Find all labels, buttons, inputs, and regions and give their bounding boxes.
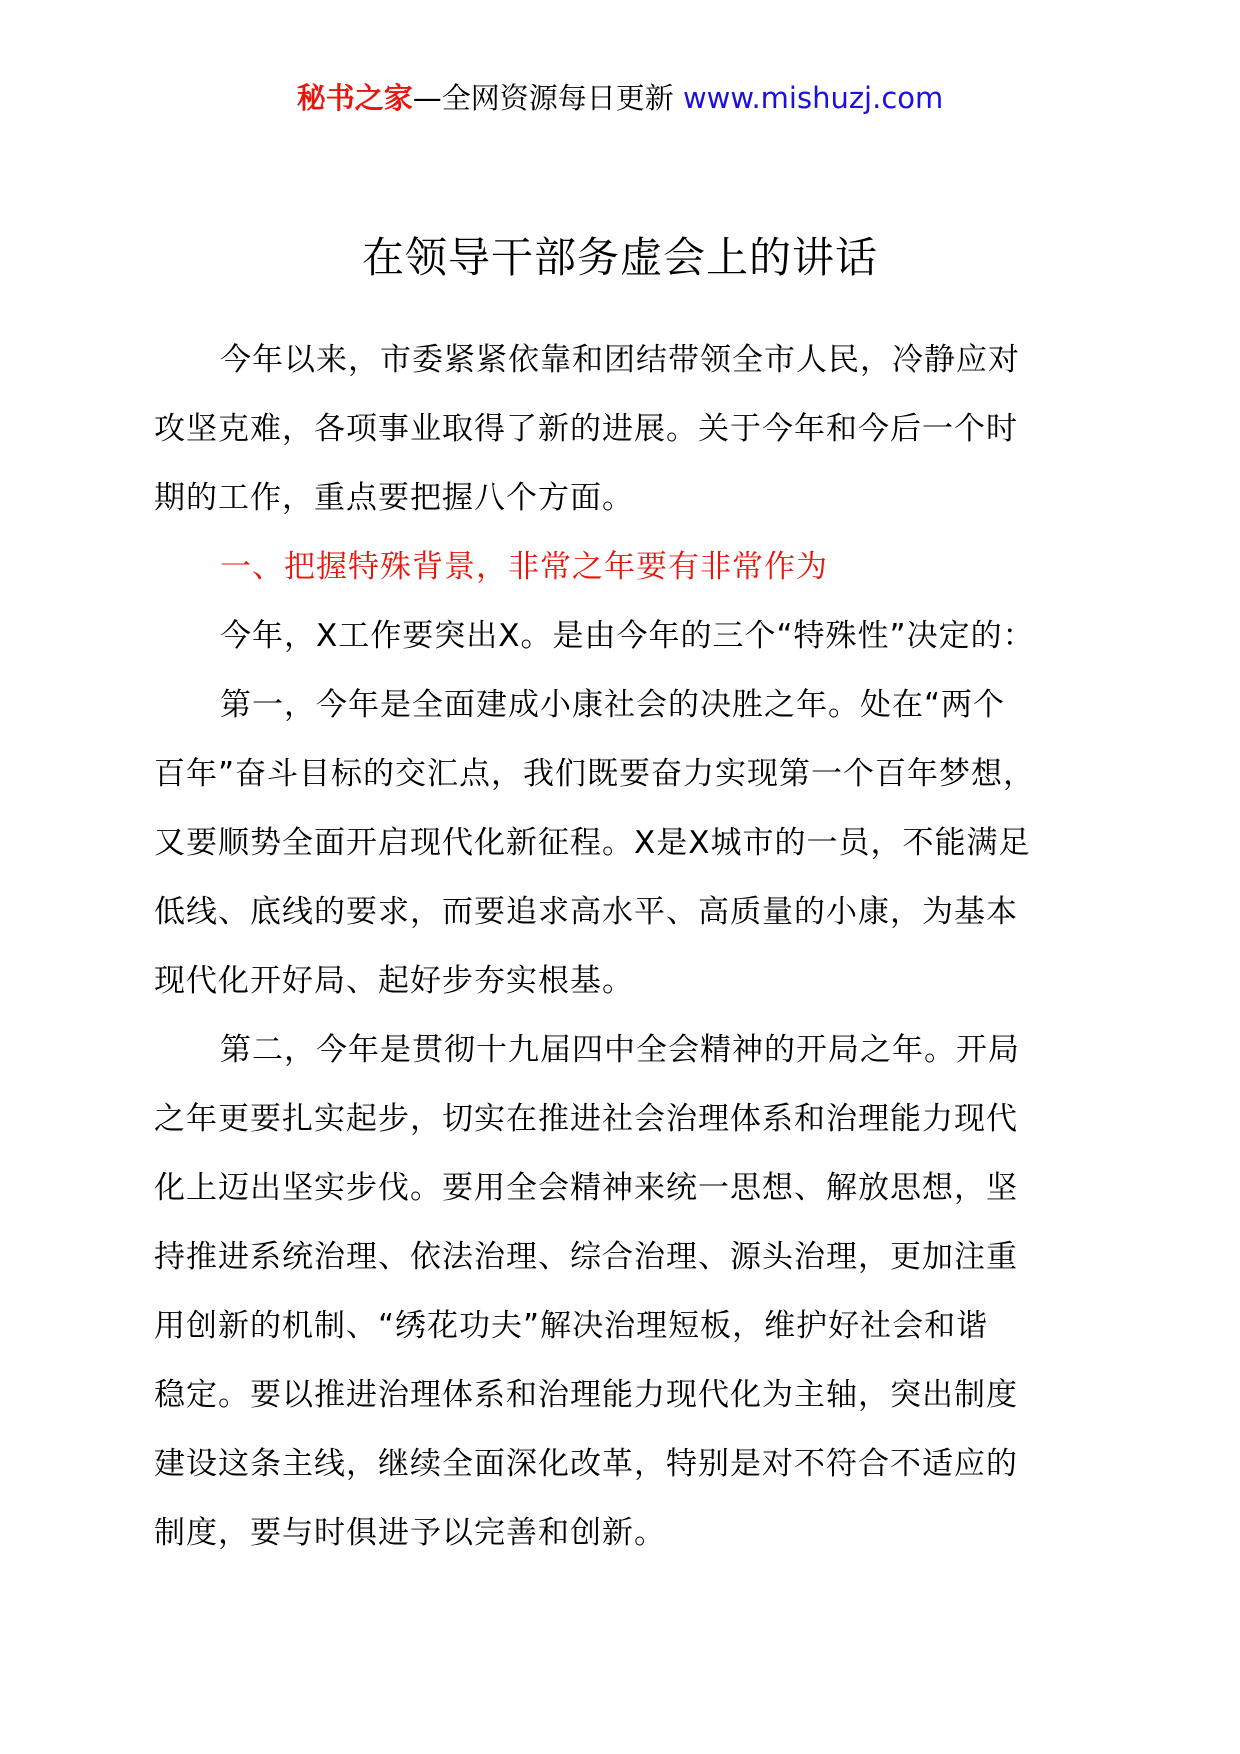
text-line: 今年以来，市委紧紧依靠和团结带领全市人民，冷静应对 — [220, 342, 1020, 378]
paragraph-first-point — [154, 671, 1104, 1016]
text-line: 化上迈出坚实步伐。要用全会精神来统一思想、解放思想，坚 — [154, 1170, 1018, 1206]
site-url-link[interactable]: www.mishuzj.com — [682, 81, 944, 115]
text-line: 攻坚克难，各项事业取得了新的进展。关于今年和今后一个时 — [154, 411, 1018, 447]
site-header — [0, 78, 1240, 118]
text-line: 又要顺势全面开启现代化新征程。X是X城市的一员，不能满足 — [154, 825, 1031, 861]
text-line: 制度，要与时俱进予以完善和创新。 — [154, 1515, 666, 1551]
text-line: 低线、底线的要求，而要追求高水平、高质量的小康，为基本 — [154, 894, 1018, 930]
text-line: 第一，今年是全面建成小康社会的决胜之年。处在“两个 — [220, 687, 1006, 723]
text-line: 用创新的机制、“绣花功夫”解决治理短板，维护好社会和谐 — [154, 1308, 989, 1344]
text-line: 今年，X工作要突出X。是由今年的三个“特殊性”决定的： — [220, 618, 1035, 654]
header-tagline: —全网资源每日更新 — [412, 81, 674, 115]
section-heading-1 — [154, 533, 1104, 602]
text-line: 第二，今年是贯彻十九届四中全会精神的开局之年。开局 — [220, 1032, 1020, 1068]
document-title: 在领导干部务虚会上的讲话 — [361, 233, 878, 282]
brand-name: 秘书之家 — [296, 81, 413, 115]
text-line: 现代化开好局、起好步夯实根基。 — [154, 963, 634, 999]
section-heading-text: 一、把握特殊背景，非常之年要有非常作为 — [220, 549, 828, 585]
text-line: 之年更要扎实起步，切实在推进社会治理体系和治理能力现代 — [154, 1101, 1018, 1137]
paragraph-three-particularities — [154, 602, 1104, 671]
paragraph-second-point — [154, 1016, 1104, 1568]
text-line: 建设这条主线，继续全面深化改革，特别是对不符合不适应的 — [154, 1446, 1018, 1482]
text-line: 百年”奋斗目标的交汇点，我们既要奋力实现第一个百年梦想， — [154, 756, 1036, 792]
document-body — [154, 326, 1104, 1568]
text-line: 持推进系统治理、依法治理、综合治理、源头治理，更加注重 — [154, 1239, 1018, 1275]
text-line: 稳定。要以推进治理体系和治理能力现代化为主轴，突出制度 — [154, 1377, 1018, 1413]
paragraph-intro — [154, 326, 1104, 533]
text-line: 期的工作，重点要把握八个方面。 — [154, 480, 634, 516]
